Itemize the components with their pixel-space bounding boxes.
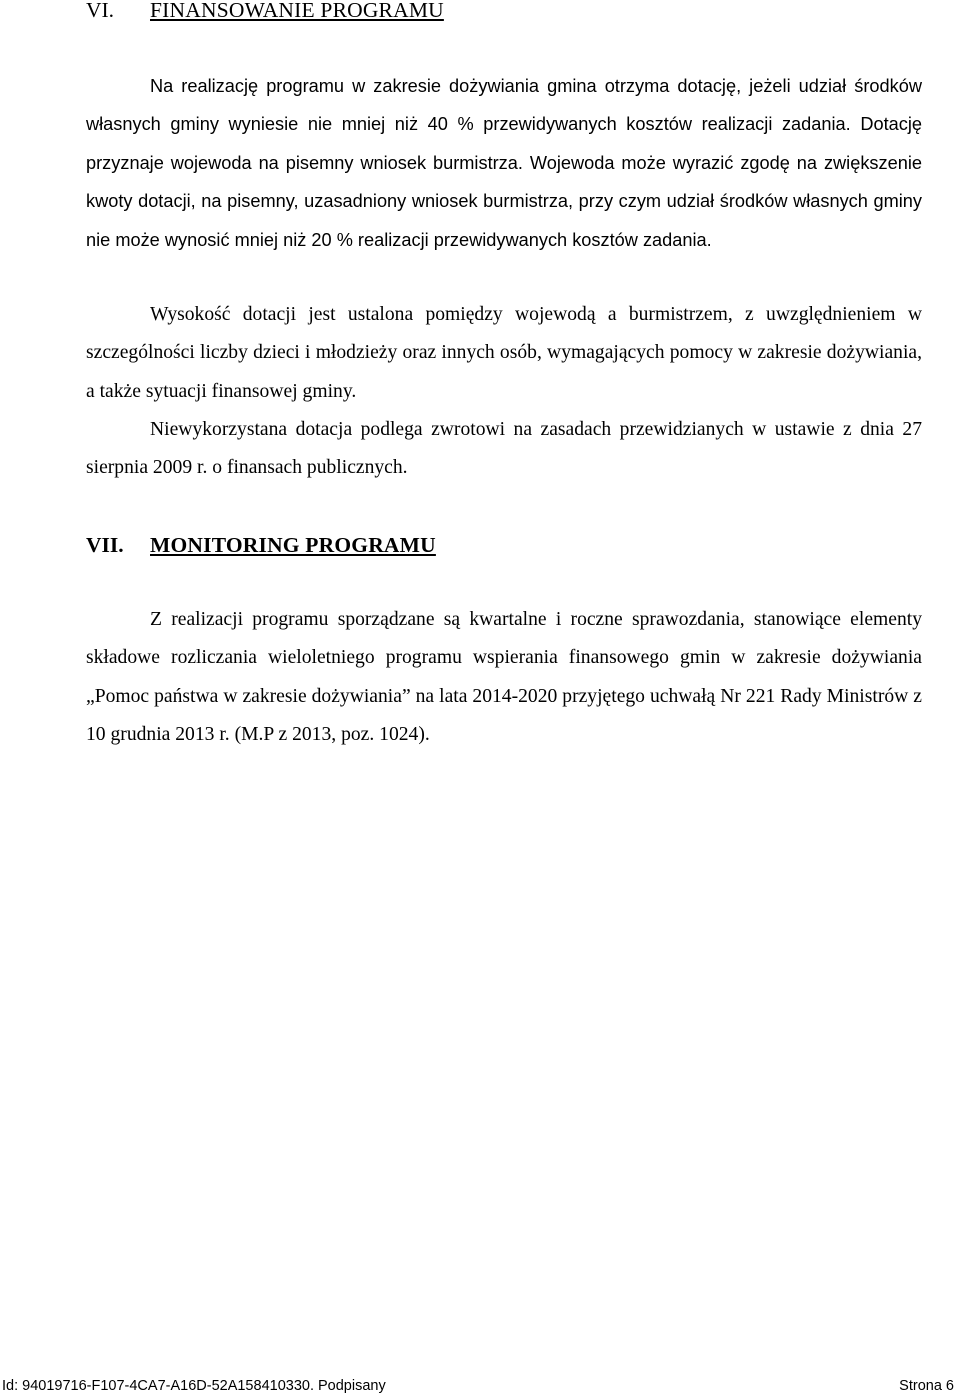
- paragraph-financing-intro: Na realizację programu w zakresie dożywiania gmina otrzyma dotację, jeżeli udział środków własnych gminy wyniesie nie mniej niż 40 % przewidywanych kosztów realizacji zadania. Dotację przyznaje wojewoda na pisemny wniosek burmistrza. Wojewoda może wyrazić zgodę na zwiększenie kwoty dotacji, na pisemny, uzasadniony wniosek burmistrza, przy czym udział środków własnych gminy nie może wynosić mniej niż 20 % realizacji przewidywanych kosztów zadania.: [86, 76, 922, 250]
- section-number: VII.: [86, 533, 124, 557]
- paragraph-monitoring: Z realizacji programu sporządzane są kwartalne i roczne sprawozdania, stanowiące elementy składowe rozliczania wieloletniego programu wspierania finansowego gmin w zakresie dożywiania „Pomoc państwa w zakresie dożywiania” na lata 2014-2020 przyjętego uchwałą Nr 221 Rady Ministrów z 10 grudnia 2013 r. (M.P z 2013, poz. 1024).: [86, 609, 922, 745]
- section-title: MONITORING PROGRAMU: [150, 533, 436, 557]
- section-heading-vi: [86, 0, 444, 22]
- section-heading-vii: [86, 533, 436, 557]
- page-footer: [2, 1376, 954, 1396]
- paragraph-unused-grant: Niewykorzystana dotacja podlega zwrotowi na zasadach przewidzianych w ustawie z dnia 27 sierpnia 2009 r. o finansach publicznych.: [86, 419, 922, 479]
- footer-page-number: Strona 6: [899, 1378, 954, 1394]
- paragraph-grant-amount: Wysokość dotacji jest ustalona pomiędzy wojewodą a burmistrzem, z uwzględnieniem w szczególności liczby dzieci i młodzieży oraz innych osób, wymagających pomocy w zakresie dożywiania, a także sytuacji finansowej gminy.: [86, 304, 922, 402]
- section-number: VI.: [86, 0, 115, 22]
- footer-document-id: Id: 94019716-F107-4CA7-A16D-52A158410330. Podpisany: [2, 1378, 386, 1394]
- section-title: FINANSOWANIE PROGRAMU: [150, 0, 444, 22]
